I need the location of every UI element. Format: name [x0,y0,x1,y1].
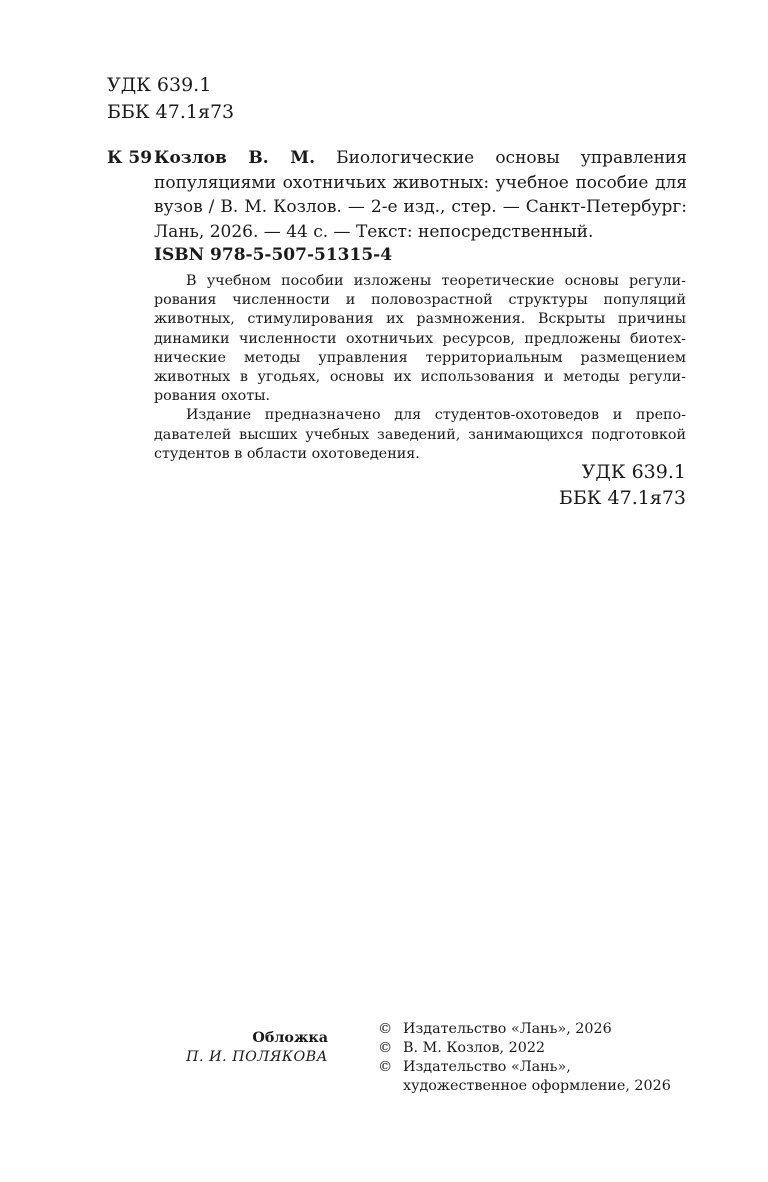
author-name: Козлов В. М. [154,148,315,168]
copyright-symbol: © [378,1059,393,1075]
copyright-item [378,1039,698,1058]
copyright-text: художественное оформление, 2026 [403,1078,671,1094]
bbk-code-bottom: ББК 47.1я73 [558,487,686,509]
abstract-line: рования охоты. [154,388,271,405]
catalog-entry [107,146,687,244]
abstract-line: студентов в области охотоведения. [154,445,420,462]
cover-designer: П. И. ПОЛЯКОВА [186,1049,328,1065]
copyright-symbol: © [378,1021,393,1037]
bib-line-1 [154,146,687,171]
copyright-block [378,1020,698,1096]
udk-code-bottom: УДК 639.1 [581,461,686,483]
bottom-classification [559,459,686,511]
copyright-text: Издательство «Лань», 2026 [403,1021,612,1037]
abstract-line: нические методы управления территориальным размещением [154,349,686,366]
abstract-line: животных в угодьях, основы их использования и методы регули- [154,369,686,386]
abstract-line: давателей высших учебных заведений, занимающихся подготовкой [154,426,686,443]
isbn: ISBN 978-5-507-51315-4 [154,245,393,265]
title-start: Биологические основы управления [315,148,687,168]
abstract [154,272,686,464]
bib-line-3: вузов / В. М. Козлов. — 2-е изд., стер. — Санкт-Петербург: [154,197,687,217]
copyright-text: Издательство «Лань», [403,1059,571,1075]
udk-code: УДК 639.1 [107,74,212,96]
copyright-item [378,1020,698,1039]
abstract-line: динамики численности охотничьих ресурсов, предложены биотех- [154,330,686,347]
copyright-text: В. М. Козлов, 2022 [403,1040,546,1056]
abstract-line: Издание предназначено для студентов-охотоведов и препо- [186,407,686,424]
author-mark: К 59 [107,148,153,168]
abstract-line: рования численности и половозрастной структуры популяций [154,292,686,309]
cover-label: Обложка [252,1030,328,1046]
bbk-code: ББК 47.1я73 [107,101,235,123]
cover-credit [186,1029,328,1067]
top-classification [107,72,234,126]
abstract-line: животных, стимулирования их размножения. Вскрыты причины [154,311,686,328]
bib-line-4: Лань, 2026. — 44 с. — Текст: непосредственный. [154,221,594,242]
bibliographic-description [154,146,687,244]
abstract-line: В учебном пособии изложены теоретические основы регули- [186,273,686,289]
copyright-symbol: © [378,1040,393,1056]
bib-line-2: популяциями охотничьих животных: учебное пособие для [154,172,687,193]
copyright-item [378,1058,698,1096]
